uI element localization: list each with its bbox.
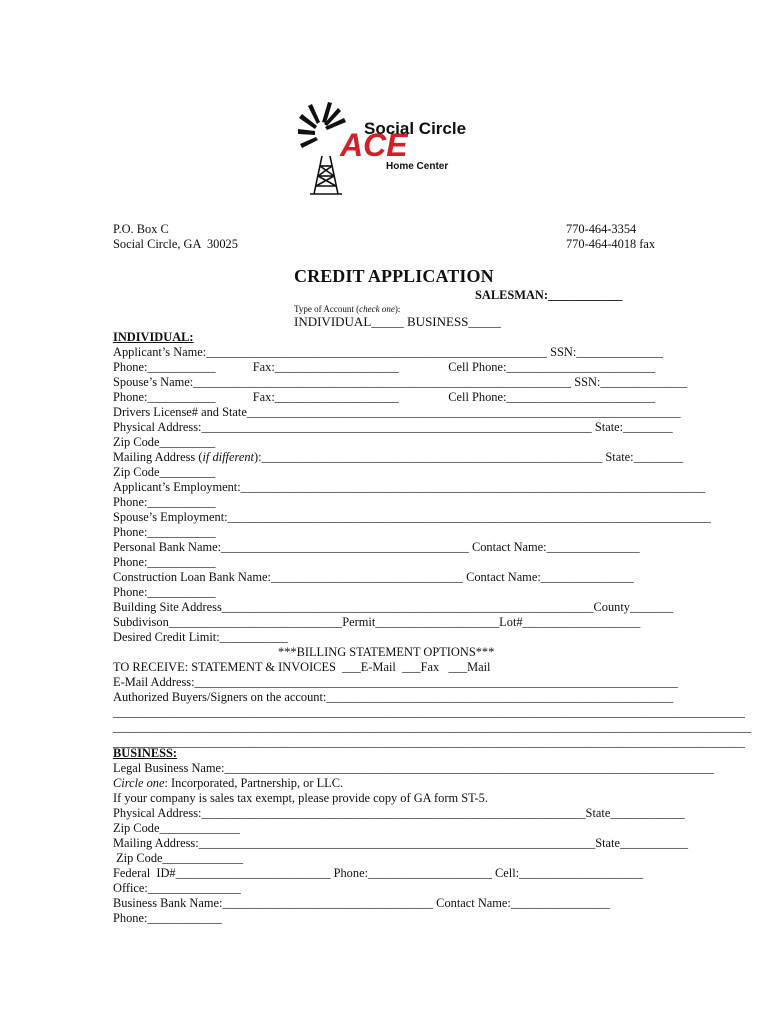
account-type-close: ): [394, 304, 401, 314]
blank-line[interactable]: ______________________________________________________________________________________________________ [113, 735, 745, 749]
fax-number: 770-464-4018 fax [566, 237, 656, 251]
credit-limit-field[interactable]: Desired Credit Limit:___________ [113, 630, 288, 644]
tax-exempt-note: If your company is sales tax exempt, please provide copy of GA form ST-5. [113, 791, 488, 805]
circle-one-label: Circle one [113, 776, 165, 790]
business-bank-field[interactable]: Business Bank Name:__________________________________ Contact Name:________________ [113, 896, 610, 910]
personal-bank-field[interactable]: Personal Bank Name:________________________________________ Contact Name:_______________ [113, 540, 640, 554]
account-type-label-text: Type of Account ( [294, 304, 360, 314]
federal-id-row[interactable]: Federal ID#_________________________ Phone:____________________ Cell:____________________ [113, 866, 644, 880]
spouse-employment-field[interactable]: Spouse’s Employment:______________________________________________________________________________ [113, 510, 711, 524]
mailing-suffix: ):_______________________________________________________ State:________ [254, 450, 684, 464]
drivers-license-field[interactable]: Drivers License# and State______________________________________________________________________ [113, 405, 681, 419]
mailing-prefix: Mailing Address ( [113, 450, 203, 464]
construction-bank-field[interactable]: Construction Loan Bank Name:_______________________________ Contact Name:_______________ [113, 570, 634, 584]
billing-receive-options[interactable]: TO RECEIVE: STATEMENT & INVOICES ___E-Mail ___Fax ___Mail [113, 660, 491, 674]
office-field[interactable]: Office:_______________ [113, 881, 241, 895]
logo-brand-bottom: Home Center [386, 161, 449, 172]
construction-bank-phone[interactable]: Phone:___________ [113, 585, 216, 599]
business-type-options: : Incorporated, Partnership, or LLC. [164, 776, 344, 790]
business-type-line[interactable] [113, 776, 343, 791]
mailing-zip-field[interactable]: Zip Code_________ [113, 465, 216, 479]
phone-number: 770-464-3354 [566, 222, 637, 236]
applicant-employment-field[interactable]: Applicant’s Employment:___________________________________________________________________________ [113, 480, 706, 494]
personal-bank-phone[interactable]: Phone:___________ [113, 555, 216, 569]
blank-line[interactable]: ______________________________________________________________________________________________________ [113, 705, 745, 719]
authorized-buyers-field[interactable]: Authorized Buyers/Signers on the account:________________________________________________________ [113, 690, 674, 704]
applicant-name-field[interactable]: Applicant’s Name:_______________________________________________________ SSN:______________ [113, 345, 663, 359]
email-address-field[interactable]: E-Mail Address:______________________________________________________________________________ [113, 675, 678, 689]
physical-address-field[interactable]: Physical Address:_______________________________________________________________ State:________ [113, 420, 673, 434]
legal-business-name-field[interactable]: Legal Business Name:_______________________________________________________________________________ [113, 761, 714, 775]
business-mailing-address-field[interactable]: Mailing Address:________________________________________________________________State___________ [113, 836, 689, 850]
logo-ace-text: ACE [340, 127, 408, 163]
account-type-options[interactable]: INDIVIDUAL_____ BUSINESS_____ [294, 314, 501, 329]
billing-heading: ***BILLING STATEMENT OPTIONS*** [278, 645, 495, 659]
mailing-address-field[interactable] [113, 450, 683, 465]
business-zip-field[interactable]: Zip Code_____________ [113, 821, 240, 835]
logo-graphic [294, 94, 508, 220]
address-line-2: Social Circle, GA 30025 [113, 237, 238, 251]
spouse-phone-row[interactable]: Phone:___________ Fax:____________________ Cell Phone:________________________ [113, 390, 656, 404]
address-line-1: P.O. Box C [113, 222, 169, 236]
building-site-field[interactable]: Building Site Address____________________________________________________________County_______ [113, 600, 674, 614]
business-heading: BUSINESS: [113, 746, 178, 760]
business-bank-phone[interactable]: Phone:____________ [113, 911, 222, 925]
individual-heading: INDIVIDUAL: [113, 330, 194, 344]
subdivision-row[interactable]: Subdivison____________________________Permit____________________Lot#___________________ [113, 615, 641, 629]
business-physical-address-field[interactable]: Physical Address:______________________________________________________________State____________ [113, 806, 685, 820]
blank-line[interactable]: _______________________________________________________________________________________________________ [113, 720, 752, 734]
page-title: CREDIT APPLICATION [294, 266, 494, 286]
applicant-phone-row[interactable]: Phone:___________ Fax:____________________ Cell Phone:________________________ [113, 360, 656, 374]
applicant-employment-phone[interactable]: Phone:___________ [113, 495, 216, 509]
business-mailing-zip-field[interactable]: Zip Code_____________ [113, 851, 244, 865]
spouse-name-field[interactable]: Spouse’s Name:_____________________________________________________________ SSN:______________ [113, 375, 688, 389]
salesman-field[interactable]: SALESMAN:____________ [475, 288, 623, 302]
account-type-hint: check one [359, 304, 395, 314]
mailing-hint: if different [202, 450, 254, 464]
spouse-employment-phone[interactable]: Phone:___________ [113, 525, 216, 539]
company-logo [294, 94, 508, 220]
logo-brand-top: Social Circle [364, 119, 467, 138]
zip-code-field[interactable]: Zip Code_________ [113, 435, 216, 449]
